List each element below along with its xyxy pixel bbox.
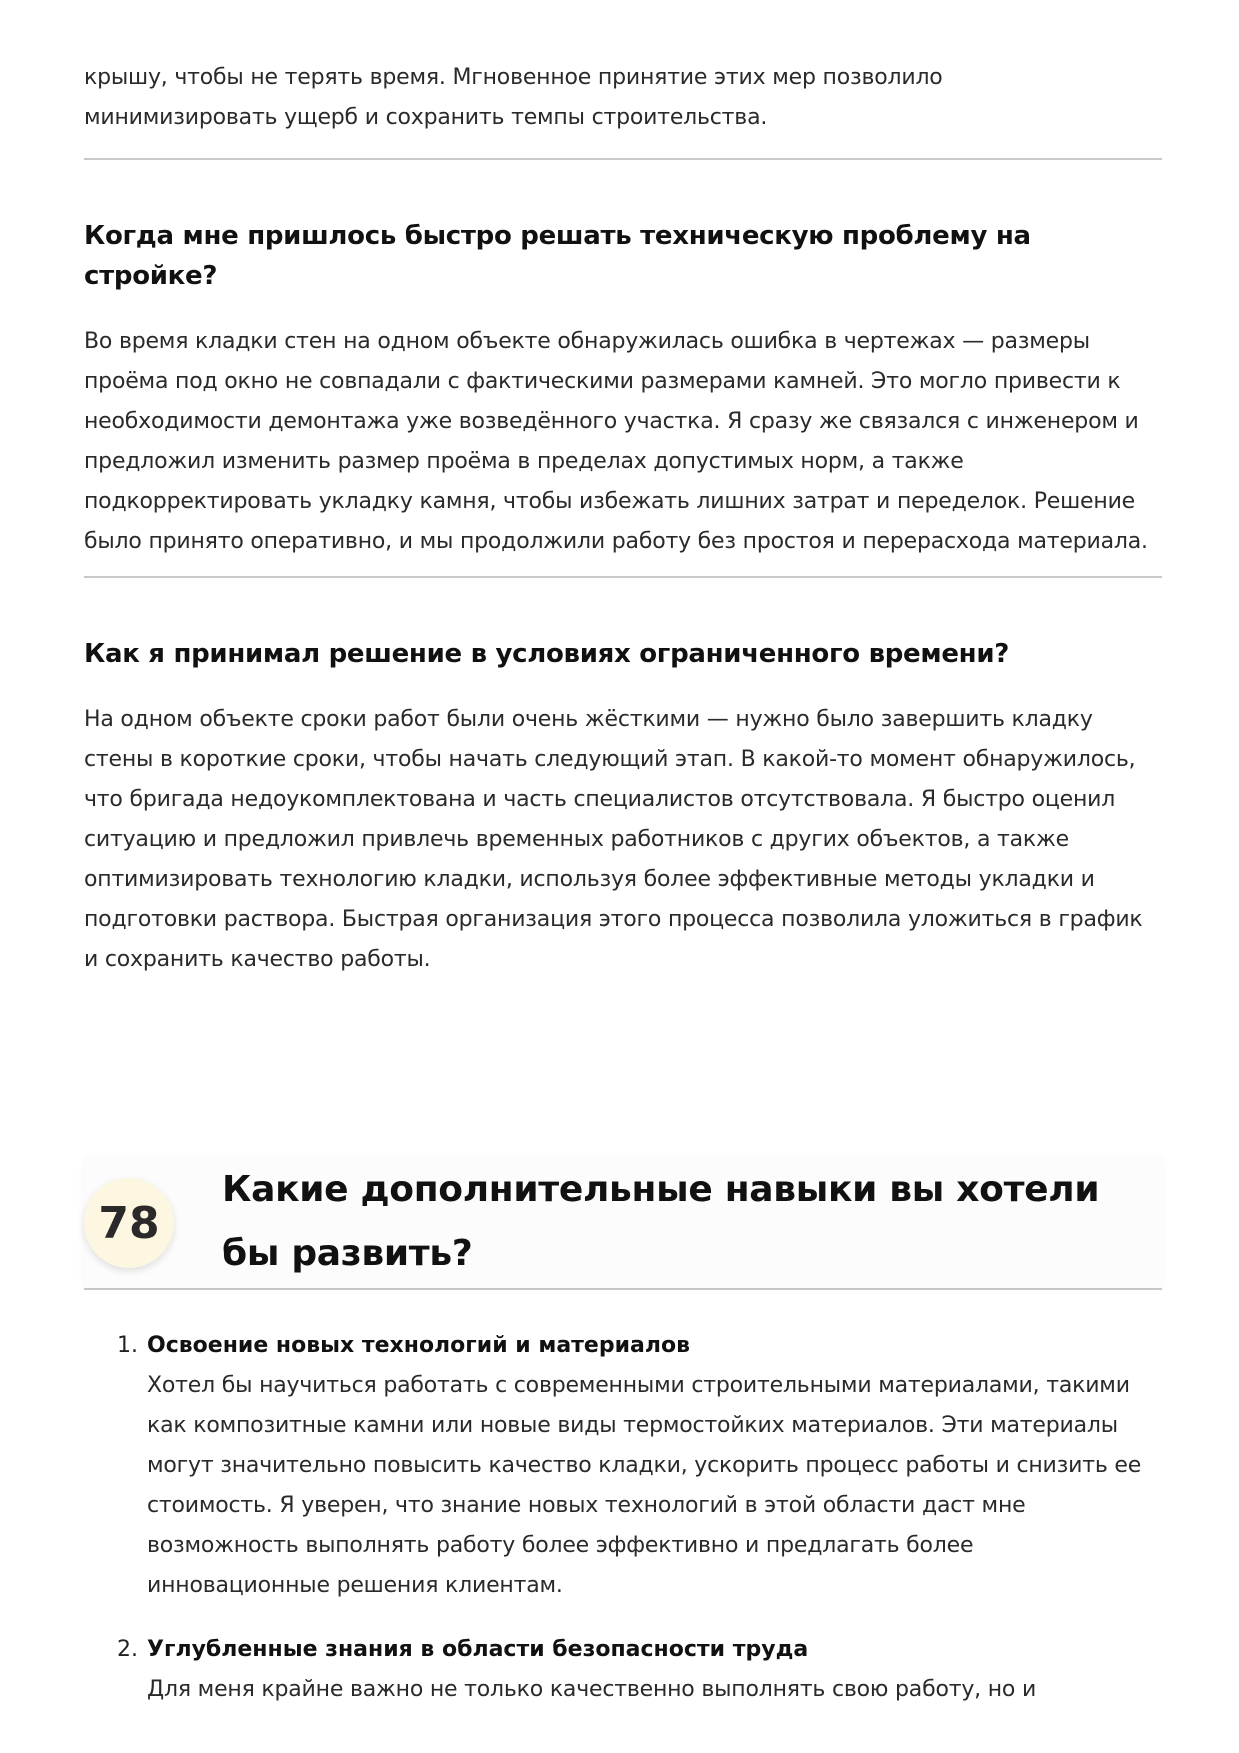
list-item-title: Углубленные знания в области безопасности труда (147, 1637, 809, 1662)
list-item-body: Для меня крайне важно не только качественно выполнять свою работу, но и (147, 1677, 1037, 1702)
skills-list (84, 1326, 1162, 1710)
list-item-title: Освоение новых технологий и материалов (147, 1333, 690, 1358)
section-heading: Как я принимал решение в условиях ограниченного времени? (84, 639, 1010, 669)
list-item-number: 1. (117, 1333, 138, 1358)
section-body: На одном объекте сроки работ были очень жёсткими — нужно было завершить кладку стены в короткие сроки, чтобы начать следующий этап. В какой-то момент обнаружилось, что бригада недоукомплектована и часть специалистов отсутствовала. Я быстро оценил ситуацию и предложил привлечь временных работников с других объектов, а также оптимизировать технологию кладки, используя более эффективные методы укладки и подготовки раствора. Быстрая организация этого процесса позволила уложиться в график и сохранить качество работы. (84, 707, 1143, 972)
question-number-badge: 78 (84, 1178, 174, 1268)
list-item-body: Хотел бы научиться работать с современными строительными материалами, такими как композитные камни или новые виды термостойких материалов. Эти материалы могут значительно повысить качество кладки, ускорить процесс работы и снизить ее стоимость. Я уверен, что знание новых технологий в этой области даст мне возможность выполнять работу более эффективно и предлагать более инновационные решения клиентам. (147, 1373, 1142, 1598)
question-title: Какие дополнительные навыки вы хотели бы развить? (222, 1169, 1100, 1274)
list-item-number: 2. (117, 1637, 138, 1662)
list-item (84, 1630, 1162, 1710)
section-heading: Когда мне пришлось быстро решать техническую проблему на стройке? (84, 221, 1031, 291)
question-header (84, 1158, 1162, 1288)
document-page (84, 58, 1162, 1710)
intro-paragraph: крышу, чтобы не терять время. Мгновенное принятие этих мер позволило минимизировать ущерб и сохранить темпы строительства. (84, 65, 943, 130)
section-body: Во время кладки стен на одном объекте обнаружилась ошибка в чертежах — размеры проёма под окно не совпадали с фактическими размерами камней. Это могло привести к необходимости демонтажа уже возведённого участка. Я сразу же связался с инженером и предложил изменить размер проёма в пределах допустимых норм, а также подкорректировать укладку камня, чтобы избежать лишних затрат и переделок. Решение было принято оперативно, и мы продолжили работу без простоя и перерасхода материала. (84, 329, 1148, 554)
list-item (84, 1326, 1162, 1606)
